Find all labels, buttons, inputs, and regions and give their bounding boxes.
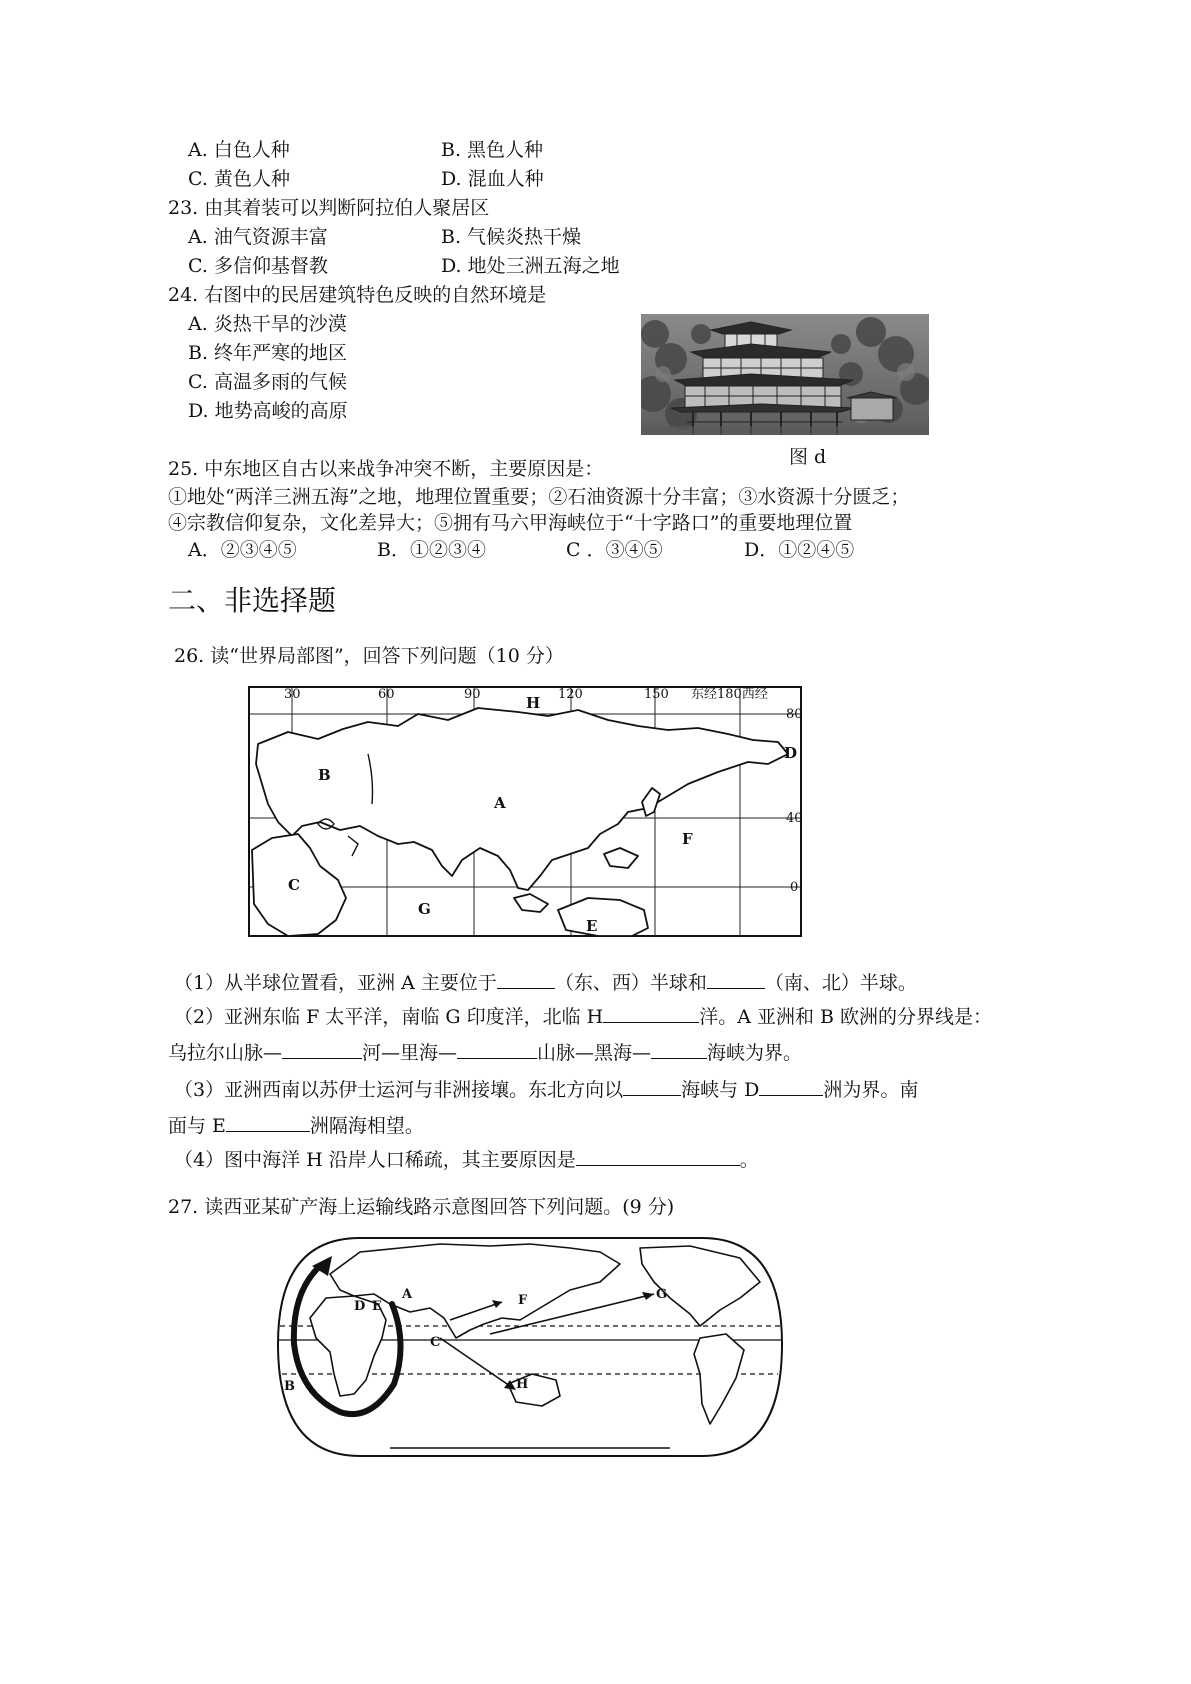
q24-stem: 24. 右图中的民居建筑特色反映的自然环境是 <box>168 284 547 306</box>
figure-d-house-photo <box>641 314 929 435</box>
q26-part-4 <box>174 1147 759 1173</box>
q26-p4-text-1: （4）图中海洋 H 沿岸人口稀疏，其主要原因是 <box>174 1149 576 1171</box>
route-label-c: C <box>430 1335 441 1350</box>
region-label-g: G <box>418 900 431 918</box>
region-label-d: D <box>784 744 798 762</box>
q23-option-d: D. 地处三洲五海之地 <box>441 255 620 277</box>
q23-option-a: A. 油气资源丰富 <box>188 226 328 248</box>
q24-option-d: D. 地势高峻的高原 <box>188 400 348 422</box>
figure-d-caption: 图 d <box>789 446 827 468</box>
route-label-d: D <box>354 1299 366 1314</box>
q26-p2b-text-2: 河—里海— <box>362 1042 458 1064</box>
q26-p1-text-2: （东、西）半球和 <box>554 972 707 994</box>
answer-blank-strait-west[interactable] <box>651 1040 707 1059</box>
answer-blank-ocean-h[interactable] <box>603 1004 699 1023</box>
q25-option-b: B．①②③④ <box>377 539 486 561</box>
answer-blank-continent-e[interactable] <box>226 1113 310 1132</box>
region-label-c: C <box>288 876 300 894</box>
answer-blank-population-reason[interactable] <box>576 1147 740 1166</box>
q26-p2-text-1: （2）亚洲东临 F 太平洋，南临 G 印度洋，北临 H <box>174 1006 604 1028</box>
q23-stem: 23. 由其着装可以判断阿拉伯人聚居区 <box>168 197 490 219</box>
region-label-a: A <box>494 794 506 812</box>
region-label-f: F <box>682 830 693 848</box>
route-label-f: F <box>518 1293 528 1308</box>
route-label-h: H <box>516 1377 529 1392</box>
lon-tick-60: 60 <box>378 687 395 702</box>
answer-blank-continent-d[interactable] <box>759 1077 823 1096</box>
lon-tick-150: 150 <box>644 687 669 702</box>
q23-option-b: B. 气候炎热干燥 <box>441 226 582 248</box>
q26-p2b-text-4: 海峡为界。 <box>707 1042 803 1064</box>
lon-tick-180: 东经180西经 <box>691 687 768 702</box>
region-label-h: H <box>526 694 541 712</box>
route-label-g: G <box>656 1287 668 1302</box>
q23-option-c: C. 多信仰基督教 <box>188 255 328 277</box>
q26-part-2 <box>174 1004 992 1030</box>
q24-option-c: C. 高温多雨的气候 <box>188 371 347 393</box>
lon-tick-30: 30 <box>284 687 301 702</box>
q26-p3b-text-1: 面与 E <box>168 1115 226 1137</box>
q27-stem: 27. 读西亚某矿产海上运输线路示意图回答下列问题。(9 分) <box>168 1196 675 1218</box>
answer-blank-hemisphere-ns[interactable] <box>707 970 765 989</box>
q27-shipping-route-map <box>270 1234 792 1464</box>
q25-stem: 25. 中东地区自古以来战争冲突不断，主要原因是： <box>168 458 604 480</box>
q26-part-1 <box>174 970 917 996</box>
region-label-b: B <box>318 766 331 784</box>
route-label-b: B <box>284 1379 295 1394</box>
route-label-e: E <box>372 1299 382 1314</box>
lat-tick-0: 0 <box>790 880 799 895</box>
route-label-a: A <box>402 1287 413 1302</box>
q26-p2b-text-1: 乌拉尔山脉— <box>168 1042 283 1064</box>
q22-option-d: D. 混血人种 <box>441 168 544 190</box>
q26-p2b-text-3: 山脉—黑海— <box>537 1042 652 1064</box>
answer-blank-strait-northeast[interactable] <box>623 1077 681 1096</box>
q25-reason-line-2: ④宗教信仰复杂，文化差异大；⑤拥有马六甲海峡位于“十字路口”的重要地理位置 <box>168 512 853 534</box>
q26-p1-text-3: （南、北）半球。 <box>764 972 917 994</box>
q22-option-a: A. 白色人种 <box>188 139 290 161</box>
q22-option-b: B. 黑色人种 <box>441 139 544 161</box>
answer-blank-hemisphere-ew[interactable] <box>497 970 555 989</box>
q26-stem: 26. 读“世界局部图”，回答下列问题（10 分） <box>174 645 564 667</box>
q26-p3-text-2: 海峡与 D <box>681 1079 760 1101</box>
lon-tick-120: 120 <box>558 687 583 702</box>
q26-world-partial-map <box>248 684 806 938</box>
q24-option-b: B. 终年严寒的地区 <box>188 342 348 364</box>
q26-p3b-text-2: 洲隔海相望。 <box>309 1115 424 1137</box>
q25-option-a: A．②③④⑤ <box>188 539 297 561</box>
lon-tick-90: 90 <box>464 687 481 702</box>
lat-tick-80: 80 <box>786 707 803 722</box>
q25-option-c: C ．③④⑤ <box>566 539 663 561</box>
q26-p2-text-2: 洋。A 亚洲和 B 欧洲的分界线是： <box>699 1006 993 1028</box>
q26-part-2-boundary <box>168 1040 802 1066</box>
q26-part-3-south <box>168 1113 424 1139</box>
q26-p4-text-2: 。 <box>739 1149 759 1171</box>
lat-tick-40: 40 <box>786 811 803 826</box>
q26-p3-text-1: （3）亚洲西南以苏伊士运河与非洲接壤。东北方向以 <box>174 1079 624 1101</box>
q24-option-a: A. 炎热干旱的沙漠 <box>188 313 347 335</box>
q26-p1-text-1: （1）从半球位置看，亚洲 A 主要位于 <box>174 972 497 994</box>
q22-option-c: C. 黄色人种 <box>188 168 290 190</box>
q25-option-d: D．①②④⑤ <box>744 539 855 561</box>
region-label-e: E <box>586 917 598 935</box>
answer-blank-mountains[interactable] <box>457 1040 537 1059</box>
q26-p3-text-3: 洲为界。南 <box>823 1079 919 1101</box>
section-2-title: 二、非选择题 <box>168 584 337 617</box>
q26-part-3 <box>174 1077 918 1103</box>
answer-blank-river[interactable] <box>282 1040 362 1059</box>
q25-reason-line-1: ①地处“两洋三洲五海”之地，地理位置重要；②石油资源十分丰富；③水资源十分匮乏； <box>168 486 910 508</box>
